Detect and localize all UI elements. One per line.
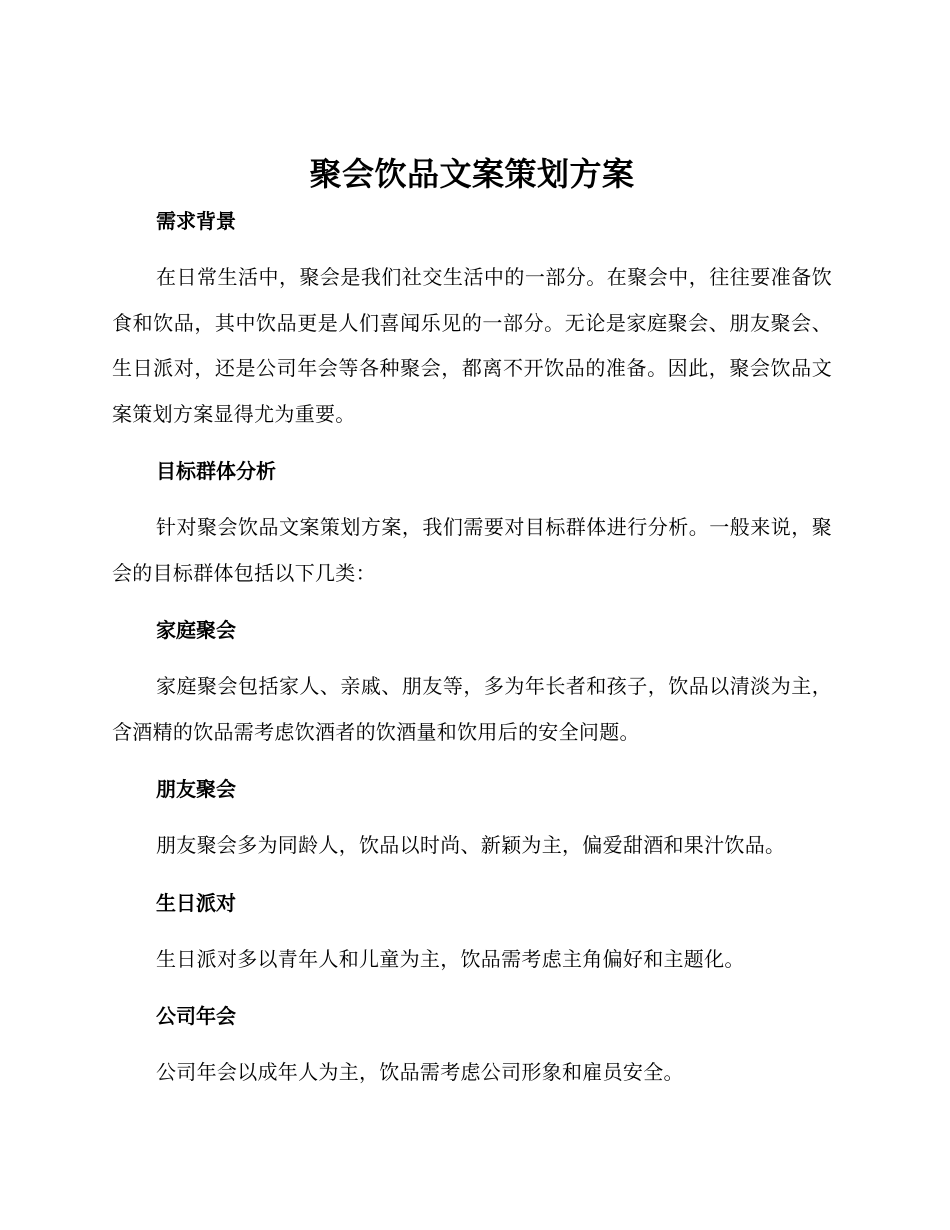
section-heading-company-annual-party: 公司年会: [156, 1004, 236, 1028]
paragraph-birthday-party: 生日派对多以青年人和儿童为主，饮品需考虑主角偏好和主题化。: [156, 946, 745, 971]
paragraph-family-party: 家庭聚会包括家人、亲戚、朋友等，多为年长者和孩子，饮品以清淡为主，含酒精的饮品需考虑饮酒者的饮酒量和饮用后的安全问题。: [112, 674, 832, 744]
section-heading-target-group: 目标群体分析: [156, 459, 276, 483]
section-heading-family-party: 家庭聚会: [156, 618, 236, 642]
paragraph-friends-party: 朋友聚会多为同龄人，饮品以时尚、新颖为主，偏爱甜酒和果汁饮品。: [156, 833, 786, 857]
paragraph-company-annual-party: 公司年会以成年人为主，饮品需考虑公司形象和雇员安全。: [156, 1060, 684, 1084]
section-heading-background: 需求背景: [156, 209, 236, 233]
document-page: [112, 150, 832, 1096]
document-title: 聚会饮品文案策划方案: [309, 155, 635, 193]
section-heading-birthday-party: 生日派对: [156, 890, 236, 915]
paragraph-target-group: 针对聚会饮品文案策划方案，我们需要对目标群体进行分析。一般来说，聚会的目标群体包括以下几类：: [112, 515, 832, 585]
paragraph-background: 在日常生活中，聚会是我们社交生活中的一部分。在聚会中，往往要准备饮食和饮品，其中饮品更是人们喜闻乐见的一部分。无论是家庭聚会、朋友聚会、生日派对，还是公司年会等各种聚会，都离不开饮品的准备。因此，聚会饮品文案策划方案显得尤为重要。: [112, 265, 832, 426]
section-heading-friends-party: 朋友聚会: [156, 777, 236, 801]
